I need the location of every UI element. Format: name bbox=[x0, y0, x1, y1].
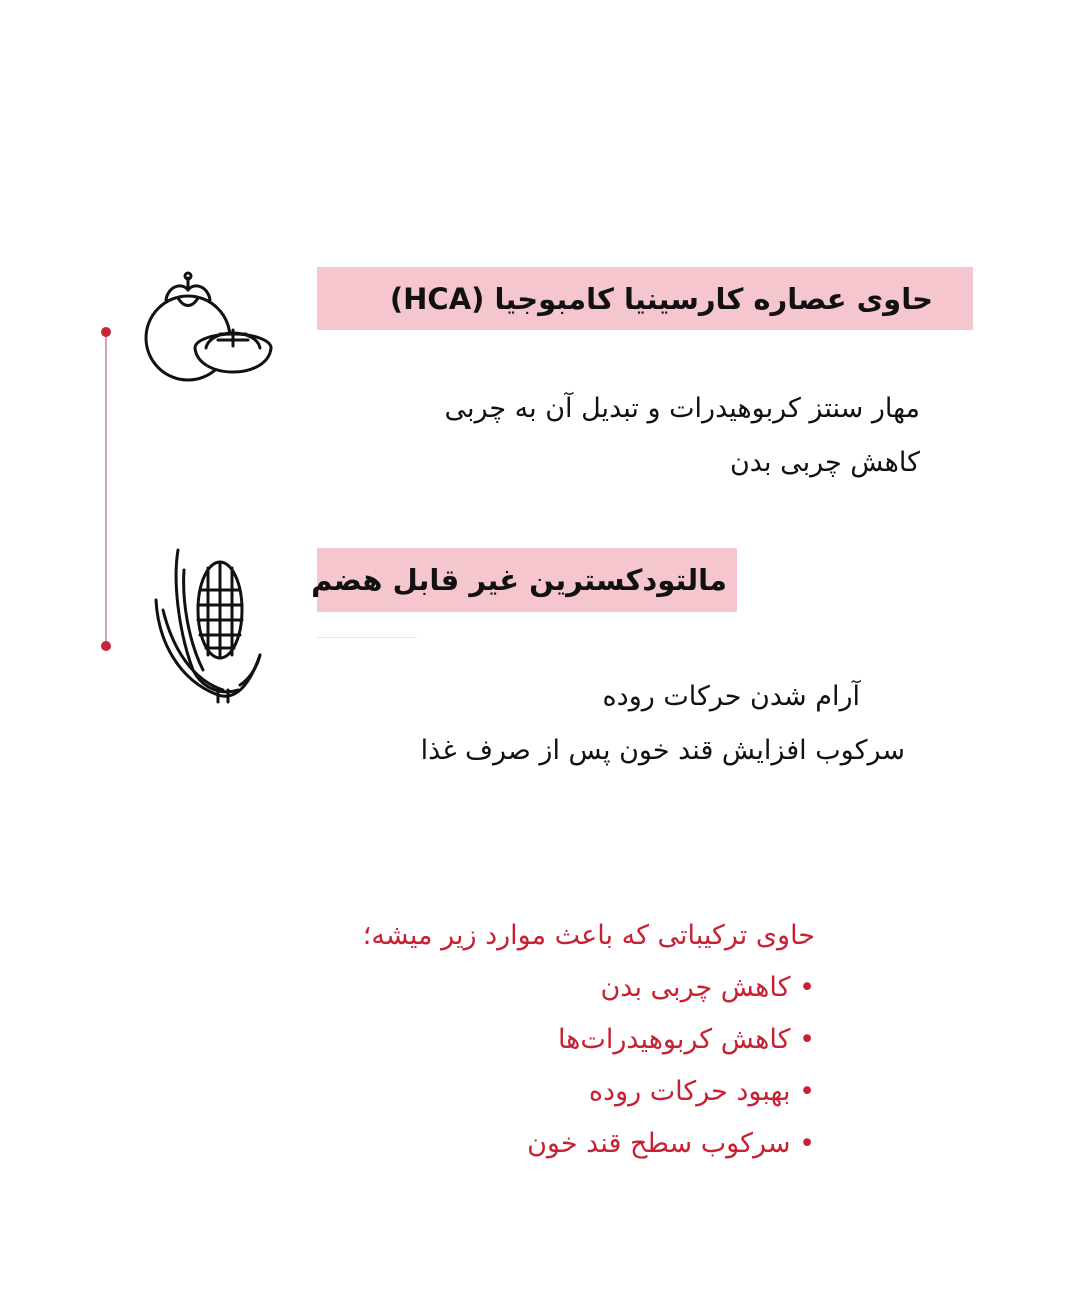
section2-heading: مالتودکسترین غیر قابل هضم bbox=[311, 563, 727, 597]
section1-heading: حاوی عصاره کارسینیا کامبوجیا (HCA) bbox=[389, 281, 933, 316]
section2-line: سرکوب افزایش قند خون پس از صرف غذا bbox=[420, 735, 905, 766]
section2-heading-box bbox=[311, 548, 737, 612]
section2-line: آرام شدن حرکات روده bbox=[602, 681, 860, 712]
section1-description bbox=[444, 382, 920, 490]
summary-item: • بهبود حرکات روده bbox=[363, 1066, 815, 1118]
mangosteen-fruit-icon bbox=[138, 268, 278, 393]
divider bbox=[317, 637, 417, 638]
summary-intro: حاوی ترکیباتی که باعث موارد زیر میشه؛ bbox=[362, 920, 815, 951]
section1-heading-box bbox=[317, 267, 973, 330]
corn-icon bbox=[148, 540, 268, 705]
timeline-dot bbox=[101, 327, 111, 337]
section1-line: مهار سنتز کربوهیدرات و تبدیل آن به چربی bbox=[444, 393, 920, 424]
summary-item: • کاهش چربی بدن bbox=[363, 962, 815, 1014]
section1-line: کاهش چربی بدن bbox=[729, 447, 920, 478]
summary-block bbox=[363, 910, 815, 1170]
timeline-line bbox=[105, 333, 107, 646]
summary-item: • کاهش کربوهیدرات‌ها bbox=[363, 1014, 815, 1066]
summary-item: • سرکوب سطح قند خون bbox=[363, 1118, 815, 1170]
timeline-dot bbox=[101, 641, 111, 651]
section2-description bbox=[421, 670, 905, 778]
